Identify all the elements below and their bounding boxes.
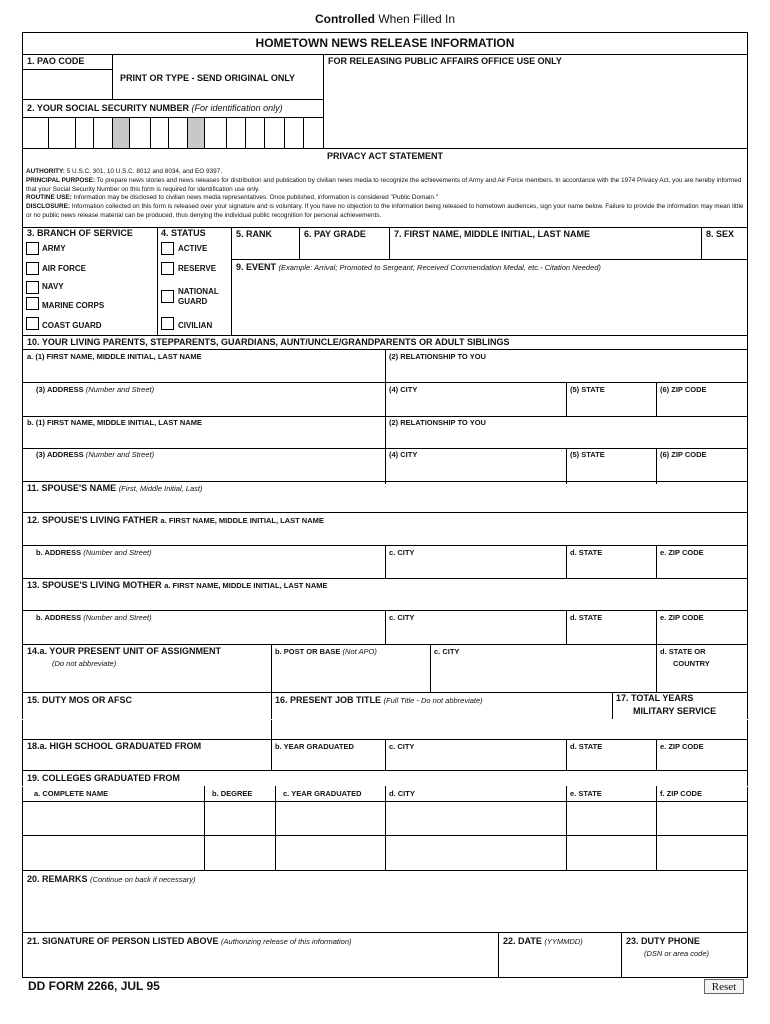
college-name-label: a. COMPLETE NAME [34,789,109,798]
ssn-label: 2. YOUR SOCIAL SECURITY NUMBER (For identification only) [27,103,283,113]
navy-checkbox[interactable] [26,281,39,294]
air-force-checkbox[interactable] [26,262,39,275]
parent-a-name-label: a. (1) FIRST NAME, MIDDLE INITIAL, LAST NAME [27,352,202,361]
father-zip-label: e. ZIP CODE [660,548,704,557]
army-checkbox[interactable] [26,242,39,255]
coast-guard-checkbox[interactable] [26,317,39,330]
spouse-name-label: 11. SPOUSE'S NAME (First, Middle Initial, Last) [27,483,203,493]
duty-phone-hint: (DSN or area code) [644,949,710,958]
college-zip-label: f. ZIP CODE [660,789,702,798]
civilian-label: CIVILIAN [178,321,213,330]
guard-label: GUARD [178,297,208,306]
parent-b-state-label: (5) STATE [570,450,605,459]
date-label: 22. DATE (YYMMDD) [503,936,583,946]
air-force-label: AIR FORCE [42,264,86,273]
mother-city-label: c. CITY [389,613,415,622]
unit-label: 14.a. YOUR PRESENT UNIT OF ASSIGNMENT [27,646,222,656]
unit-city-label: c. CITY [434,647,460,656]
college-year-label: c. YEAR GRADUATED [283,789,362,798]
colleges-label: 19. COLLEGES GRADUATED FROM [27,773,180,783]
school-zip-label: e. ZIP CODE [660,742,704,751]
marine-corps-checkbox[interactable] [26,297,39,310]
coast-guard-label: COAST GUARD [42,321,102,330]
reserve-checkbox[interactable] [161,262,174,275]
event-label: 9. EVENT (Example: Arrival; Promoted to Sergeant; Received Commendation Medal, etc.- Citation Needed) [236,262,601,272]
parent-b-city-label: (4) CITY [389,450,418,459]
duty-phone-label: 23. DUTY PHONE [626,936,700,946]
father-state-label: d. STATE [570,548,603,557]
sex-label: 8. SEX [706,229,735,239]
privacy-title: PRIVACY ACT STATEMENT [326,151,443,161]
pao-code-input[interactable] [24,71,110,97]
college-city-label: d. CITY [389,789,415,798]
reserve-label: RESERVE [178,264,217,273]
national-label: NATIONAL [178,287,219,296]
control-marking [0,12,770,26]
post-base-label: b. POST OR BASE (Not APO) [275,647,377,656]
status-label: 4. STATUS [161,228,206,238]
college-state-label: e. STATE [570,789,602,798]
civilian-checkbox[interactable] [161,317,174,330]
reset-button[interactable]: Reset [704,979,744,994]
national-guard-checkbox[interactable] [161,290,174,303]
high-school-label: 18.a. HIGH SCHOOL GRADUATED FROM [27,741,202,751]
name-label: 7. FIRST NAME, MIDDLE INITIAL, LAST NAME [394,229,590,239]
spouse-father-label: 12. SPOUSE'S LIVING FATHER a. FIRST NAME, MIDDLE INITIAL, LAST NAME [27,515,324,525]
marine-corps-label: MARINE CORPS [42,301,105,310]
mother-state-label: d. STATE [570,613,603,622]
controlled-text: Controlled [314,12,375,26]
school-state-label: d. STATE [570,742,603,751]
total-years-label: 17. TOTAL YEARS [616,693,694,703]
parents-label: 10. YOUR LIVING PARENTS, STEPPARENTS, GUARDIANS, AUNT/UNCLE/GRANDPARENTS OR ADULT SIBLINGS [27,337,510,347]
army-label: ARMY [42,244,66,253]
parent-a-address-label: (3) ADDRESS (Number and Street) [36,385,155,394]
branch-label: 3. BRANCH OF SERVICE [27,228,133,238]
print-type-note: PRINT OR TYPE - SEND ORIGINAL ONLY [120,73,296,83]
event-input[interactable] [233,276,746,333]
father-city-label: c. CITY [389,548,415,557]
unit-country-label: COUNTRY [673,659,710,668]
pay-grade-label: 6. PAY GRADE [304,229,366,239]
parent-a-relationship-label: (2) RELATIONSHIP TO YOU [389,352,486,361]
parent-b-zip-label: (6) ZIP CODE [660,450,707,459]
mos-label: 15. DUTY MOS OR AFSC [27,695,133,705]
parent-a-zip-label: (6) ZIP CODE [660,385,707,394]
when-filled-text: When Filled In [378,12,456,26]
active-checkbox[interactable] [161,242,174,255]
parent-b-address-label: (3) ADDRESS (Number and Street) [36,450,155,459]
school-city-label: c. CITY [389,742,415,751]
military-service-label: MILITARY SERVICE [633,706,717,716]
pao-code-label: 1. PAO CODE [27,56,85,66]
office-use-label: FOR RELEASING PUBLIC AFFAIRS OFFICE USE ONLY [328,56,562,66]
active-label: ACTIVE [178,244,208,253]
parent-a-state-label: (5) STATE [570,385,605,394]
form-title: HOMETOWN NEWS RELEASE INFORMATION [255,36,515,50]
unit-state-label: d. STATE OR [660,647,706,656]
rank-label: 5. RANK [236,229,273,239]
college-degree-label: b. DEGREE [212,789,253,798]
remarks-input[interactable] [24,888,746,930]
navy-label: NAVY [42,282,64,291]
signature-label: 21. SIGNATURE OF PERSON LISTED ABOVE (Authorizing release of this information) [27,936,352,946]
remarks-label: 20. REMARKS (Continue on back if necessary) [27,874,196,884]
privacy-statement: AUTHORITY: 5 U.S.C. 301, 10 U.S.C. 8012 and 8034, and EO 9397. PRINCIPAL PURPOSE: To prepare news stories and news releases for distribution and publication by civilian news media to recognize the achievements of Army and Air Force members. In accordance with the 1974 Privacy Act, you are hereby informed that your Social Security Number on this form is required for identification use only. ROUTINE USE: Information may be disclosed to civilian news media representatives. Once published, information is considered "Public Domain." DISCLOSURE: Information collected on this form is released over your signature and is voluntary. If you have no objection to the information being released to hometown audiences, sign your name below. Failure to provide the information may mean little or no public news release material can be produced, thus denying the individual public recognition for personal achievements. [26,168,744,219]
parent-b-name-label: b. (1) FIRST NAME, MIDDLE INITIAL, LAST NAME [27,418,202,427]
spouse-mother-label: 13. SPOUSE'S LIVING MOTHER a. FIRST NAME, MIDDLE INITIAL, LAST NAME [27,580,328,590]
form-id: DD FORM 2266, JUL 95 [28,979,160,993]
parent-a-city-label: (4) CITY [389,385,418,394]
unit-hint: (Do not abbreviate) [52,659,117,668]
ssn-input[interactable] [23,118,322,147]
father-address-label: b. ADDRESS (Number and Street) [36,548,152,557]
school-year-label: b. YEAR GRADUATED [275,742,354,751]
mother-address-label: b. ADDRESS (Number and Street) [36,613,152,622]
mother-zip-label: e. ZIP CODE [660,613,704,622]
parent-b-relationship-label: (2) RELATIONSHIP TO YOU [389,418,486,427]
job-title-label: 16. PRESENT JOB TITLE (Full Title - Do not abbreviate) [275,695,483,705]
